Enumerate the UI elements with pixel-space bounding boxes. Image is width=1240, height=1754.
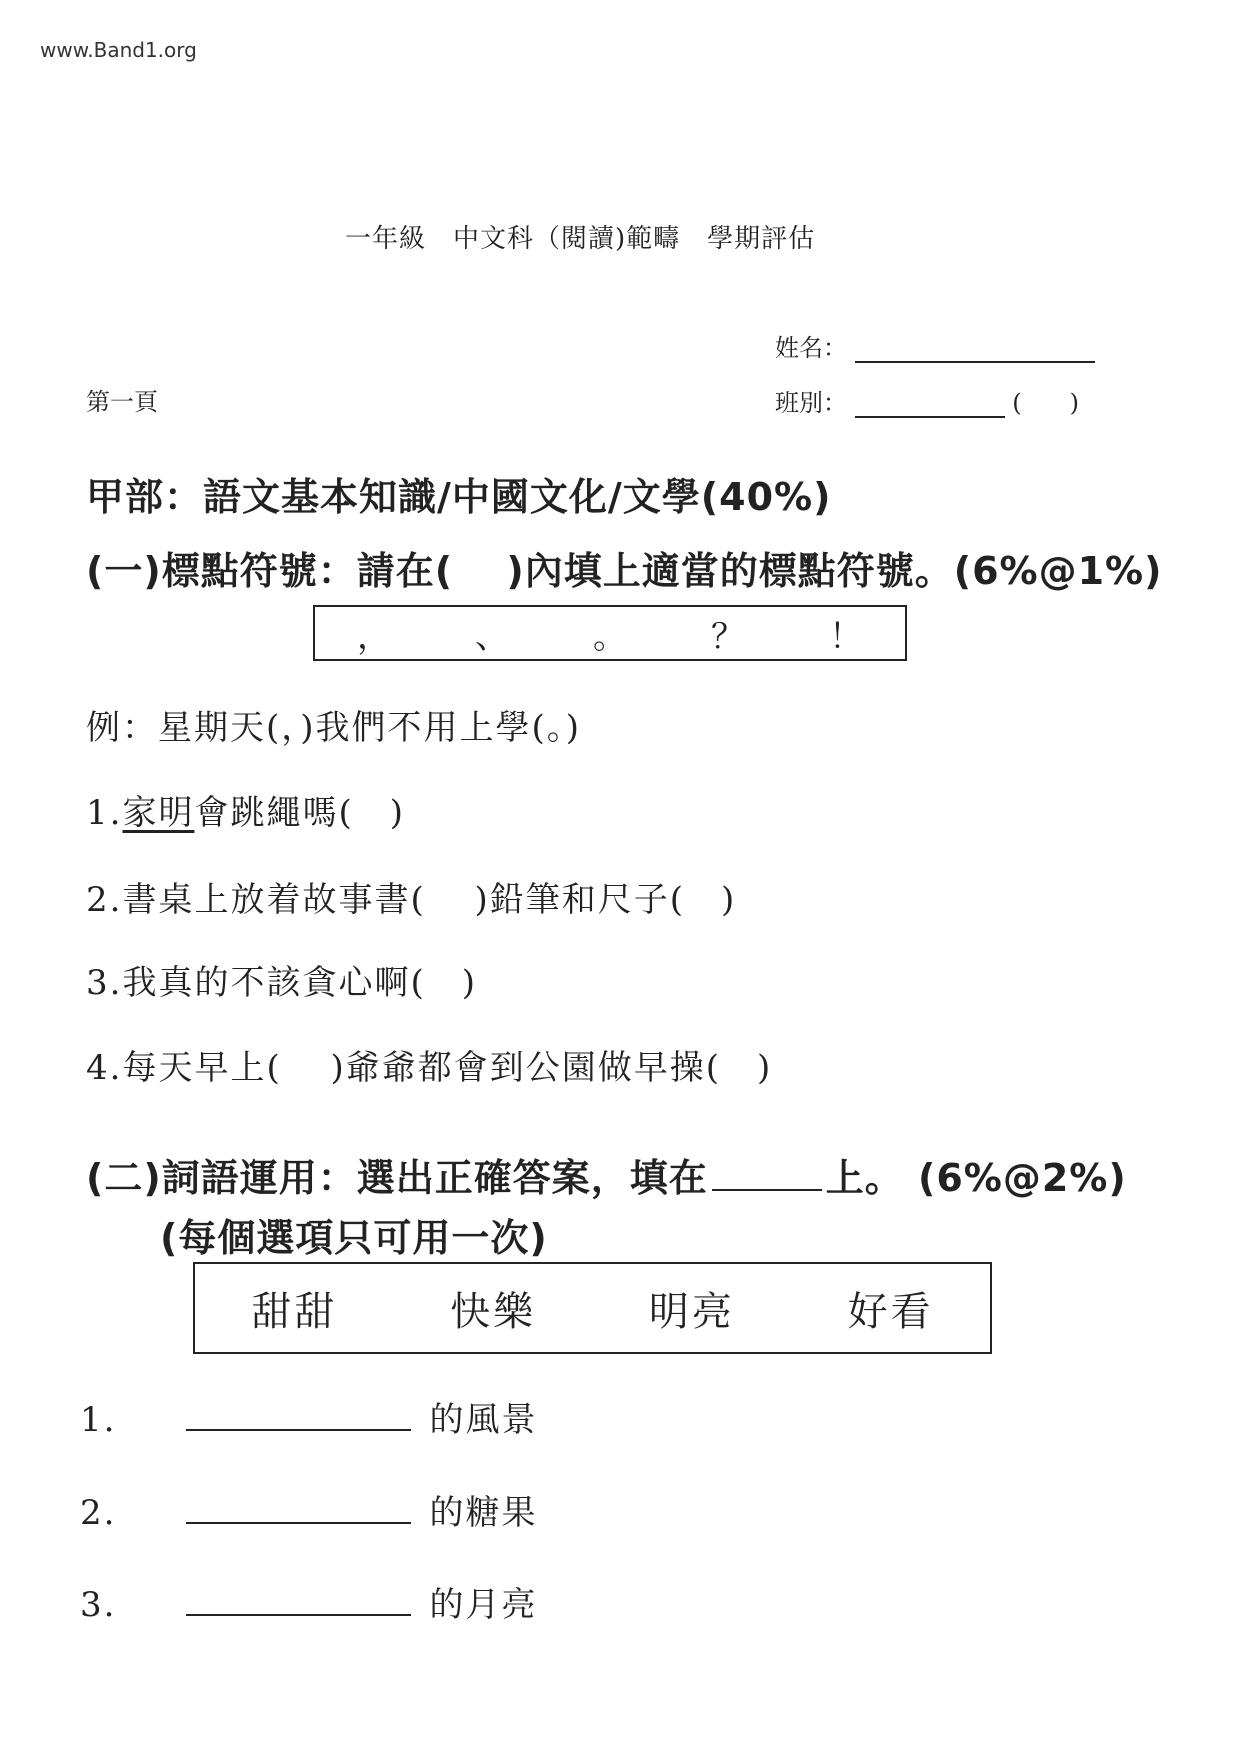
comma-symbol: ， <box>357 616 391 657</box>
question-3: 3.我真的不該貪心啊( ) <box>86 963 477 1003</box>
name-label: 姓名： <box>775 334 847 362</box>
section-a-heading: 甲部：語文基本知識/中國文化/文學(40%) <box>86 475 832 519</box>
item-text: 的糖果 <box>429 1493 538 1533</box>
item-number: 3. <box>80 1585 117 1625</box>
question-1 <box>86 785 405 834</box>
class-blank[interactable] <box>855 390 1005 418</box>
item-number: 2. <box>80 1493 117 1533</box>
word-options-box <box>193 1262 992 1354</box>
answer-blank[interactable] <box>186 1604 411 1616</box>
enumeration-comma-symbol: 、 <box>475 616 509 657</box>
class-number-paren: ( ) <box>1012 389 1080 417</box>
full-stop-symbol: 。 <box>593 616 627 657</box>
page-number: 第一頁 <box>86 388 158 416</box>
question-4: 4.每天早上( )爺爺都會到公園做早操( ) <box>86 1048 773 1088</box>
heading-blank-sample <box>712 1179 822 1191</box>
part2-heading <box>86 1147 1127 1202</box>
exclamation-mark-symbol: ！ <box>829 616 863 657</box>
part1-heading: (一)標點符號：請在( )內填上適當的標點符號。(6%@1%) <box>86 549 1163 593</box>
proper-name: 家明 <box>122 793 195 833</box>
part2-heading-before: (二)詞語運用：選出正確答案，填在 <box>86 1156 708 1200</box>
question-number: 1. <box>86 793 123 833</box>
option-pretty: 好看 <box>847 1288 934 1335</box>
part2-heading-after: 上。 (6%@2%) <box>825 1156 1127 1200</box>
part2-note: (每個選項只可用一次) <box>160 1216 548 1260</box>
option-happy: 快樂 <box>450 1288 537 1335</box>
example-line: 例：星期天(，)我們不用上學(。) <box>86 708 582 748</box>
fill-item-2 <box>80 1485 537 1534</box>
name-field <box>775 328 1095 363</box>
class-field <box>775 383 1079 418</box>
answer-blank[interactable] <box>186 1512 411 1524</box>
question-text: 會跳繩嗎( ) <box>194 793 405 833</box>
site-watermark: www.Band1.org <box>40 38 197 62</box>
item-text: 的月亮 <box>429 1585 538 1625</box>
answer-blank[interactable] <box>186 1419 411 1431</box>
option-sweet: 甜甜 <box>251 1288 338 1335</box>
name-blank[interactable] <box>855 335 1095 363</box>
fill-item-3 <box>80 1577 537 1626</box>
fill-item-1 <box>80 1392 537 1441</box>
class-label: 班別： <box>775 389 847 417</box>
item-text: 的風景 <box>429 1400 538 1440</box>
question-mark-symbol: ？ <box>711 616 745 657</box>
page-title: 一年級 中文科（閱讀)範疇 學期評估 <box>345 224 816 254</box>
item-number: 1. <box>80 1400 117 1440</box>
punctuation-box <box>313 605 907 661</box>
option-bright: 明亮 <box>648 1288 735 1335</box>
question-2: 2.書桌上放着故事書( )鉛筆和尺子( ) <box>86 880 737 920</box>
